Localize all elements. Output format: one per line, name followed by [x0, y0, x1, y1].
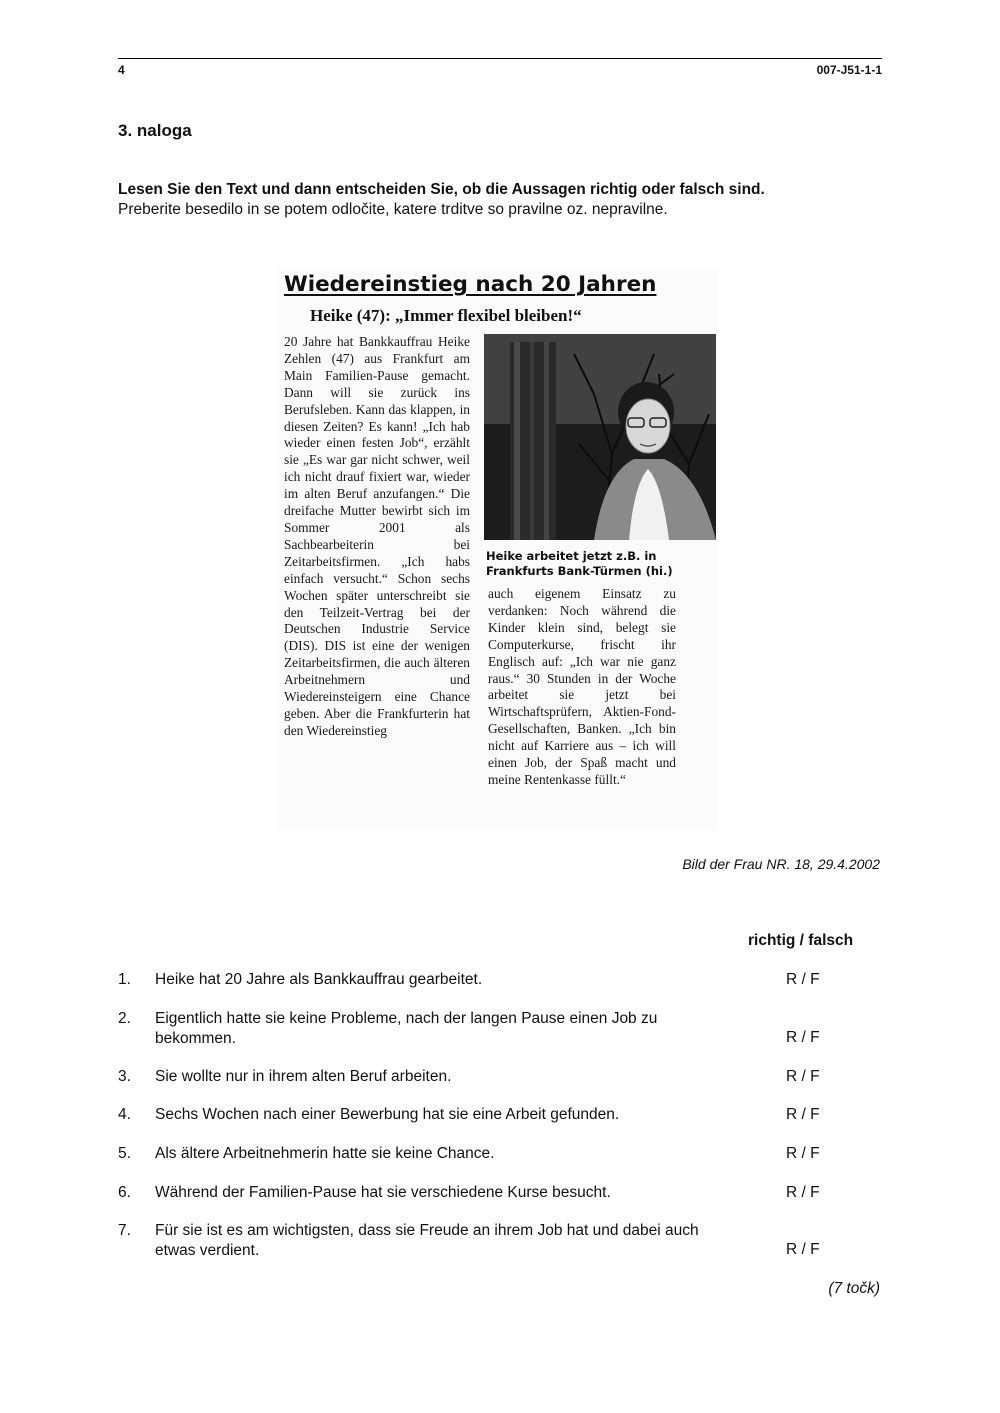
question-number: 4. [118, 1106, 131, 1123]
article-column-1: 20 Jahre hat Bankkauffrau Heike Zehlen (47) aus Frankfurt am Main Familien-Pause gemacht. Dann will sie zurück ins Berufsleben. Kann das klappen, in diesen Zeiten? Es kann! „Ich hab wieder einen festen Job“, erzählt sie „Es war gar nicht schwer, weil ich nicht drauf fixiert war, wieder im alten Beruf anzufangen.“ Die dreifache Mutter bewirbt sich im Sommer 2001 als Sachbearbeiterin bei Zeitarbeitsfirmen. „Ich habs einfach versucht.“ Schon sechs Wochen später unterschreibt sie den Teilzeit-Vertrag bei der Deutschen Industrie Service (DIS). DIS ist eine der wenigen Zeitarbeitsfirmen, die auch älteren Arbeitnehmern und Wiedereinsteigern eine Chance geben. Aber die Frankfurterin hat den Wiedereinstieg [284, 334, 470, 738]
article-source: Bild der Frau NR. 18, 29.4.2002 [682, 856, 880, 872]
photo-illustration [484, 334, 716, 540]
answer-choice[interactable]: R / F [786, 1106, 820, 1123]
answer-column-header: richtig / falsch [748, 932, 854, 949]
header-rule [118, 58, 882, 59]
article-column-2: auch eigenem Einsatz zu verdanken: Noch während die Kinder klein sind, belegt sie Computerkurse, frischt ihr Englisch auf: „Ich war nie ganz raus.“ 30 Stunden in der Woche arbeitet sie jetzt bei Wirtschaftsprüfern, Aktien-Fond-Gesellschaften, Banken. „Ich bin nicht auf Karriere aus – ich will einen Job, der Spaß macht und meine Rentenkasse füllt.“ [488, 586, 676, 787]
question-text: Sie wollte nur in ihrem alten Beruf arbeiten. [155, 1068, 452, 1085]
task-title: 3. naloga [118, 121, 192, 140]
answer-choice[interactable]: R / F [786, 1241, 820, 1258]
instruction-german: Lesen Sie den Text und dann entscheiden Sie, ob die Aussagen richtig oder falsch sind. [118, 181, 765, 198]
question-text: Sechs Wochen nach einer Bewerbung hat sie eine Arbeit gefunden. [155, 1106, 620, 1123]
question-text: Während der Familien-Pause hat sie verschiedene Kurse besucht. [155, 1184, 611, 1201]
caption-line-2: Frankfurts Bank-Türmen (hi.) [486, 564, 673, 578]
article-photo [484, 334, 716, 540]
article-headline: Wiedereinstieg nach 20 Jahren [284, 272, 657, 297]
answer-choice[interactable]: R / F [786, 1029, 820, 1046]
caption-line-1: Heike arbeitet jetzt z.B. in [486, 549, 657, 563]
question-number: 5. [118, 1145, 131, 1162]
page-number: 4 [118, 63, 125, 77]
document-code: 007-J51-1-1 [816, 63, 882, 77]
question-text: Heike hat 20 Jahre als Bankkauffrau gearbeitet. [155, 971, 483, 988]
question-number: 6. [118, 1184, 131, 1201]
answer-choice[interactable]: R / F [786, 1184, 820, 1201]
question-number: 1. [118, 971, 131, 988]
answer-choice[interactable]: R / F [786, 971, 820, 988]
answer-choice[interactable]: R / F [786, 1068, 820, 1085]
question-text: Als ältere Arbeitnehmerin hatte sie keine Chance. [155, 1145, 495, 1162]
question-text: Eigentlich hatte sie keine Probleme, nach der langen Pause einen Job zu bekommen. [155, 1010, 658, 1047]
question-text: Für sie ist es am wichtigsten, dass sie Freude an ihrem Job hat und dabei auch etwas verdient. [155, 1222, 699, 1259]
question-number: 3. [118, 1068, 131, 1085]
question-number: 7. [118, 1222, 131, 1239]
question-number: 2. [118, 1010, 131, 1027]
answer-choice[interactable]: R / F [786, 1145, 820, 1162]
points-total: (7 točk) [828, 1280, 880, 1297]
newspaper-clipping [276, 268, 718, 830]
instruction-slovenian: Preberite besedilo in se potem odločite, katere trditve so pravilne oz. nepravilne. [118, 201, 668, 218]
article-subheadline: Heike (47): „Immer flexibel bleiben!“ [310, 306, 582, 325]
photo-caption [486, 549, 716, 579]
